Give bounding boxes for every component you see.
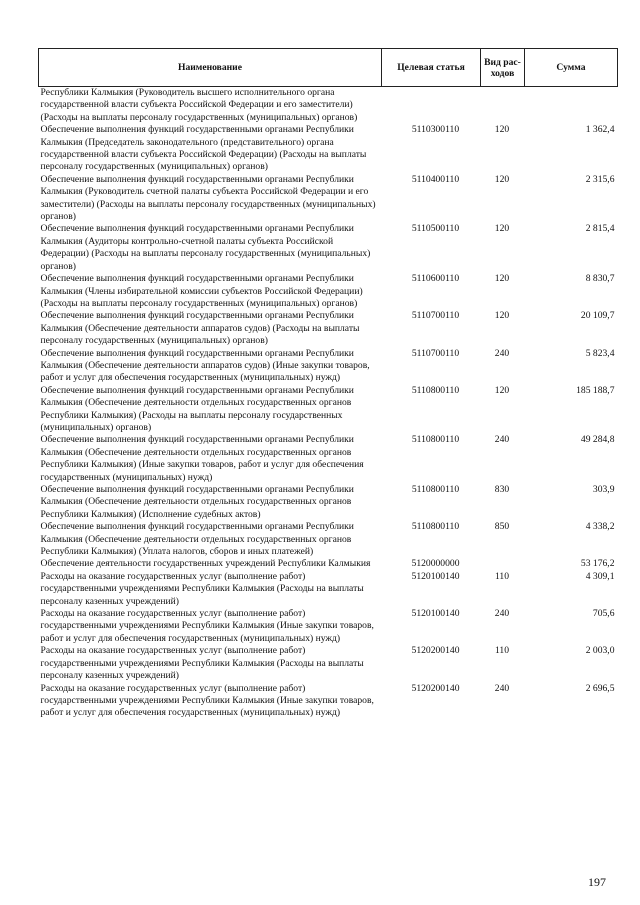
row-target-code: 5110700110: [411, 310, 460, 322]
row-amount: 8 830,7: [585, 273, 615, 285]
row-name: Республики Калмыкия (Руководитель высшего исполнительного органа государственной власти субъекта Российской Федерации и его заместители) (Расходы на выплаты персоналу государственных (муниципальных) органов): [40, 87, 358, 123]
row-amount: [525, 87, 618, 125]
row-target-code: 5110300110: [411, 124, 460, 136]
row-name: Обеспечение выполнения функций государственными органами Республики Калмыкия (Председатель законодательного (представительного) органа государственной власти субъекта Российской Федерации) (Расходы на выплаты персоналу государственных (муниципальных) органов): [40, 124, 367, 173]
table-header: [39, 49, 618, 87]
row-expense-type: 240: [494, 608, 510, 620]
table-row: [39, 124, 618, 174]
row-target-code: 5110800110: [411, 434, 460, 446]
row-target-code: 5110500110: [411, 223, 460, 235]
row-target-code: 5120000000: [411, 558, 460, 570]
row-expense-type: 110: [494, 645, 510, 657]
row-amount: 4 338,2: [585, 521, 615, 533]
row-name: Обеспечение выполнения функций государственными органами Республики Калмыкия (Руководитель счетной палаты субъекта Российской Федерации и его заместители) (Расходы на выплаты персоналу государственных (муниципальных) органов): [40, 173, 376, 223]
row-target-code: [382, 87, 481, 125]
row-expense-type: 120: [494, 223, 510, 235]
header-code: Целевая статья: [382, 49, 481, 87]
row-amount: 2 003,0: [585, 645, 615, 657]
table-row: [39, 434, 618, 484]
row-name: Расходы на оказание государственных услуг (выполнение работ) государственными учреждениями Республики Калмыкия (Расходы на выплаты персоналу казенных учреждений): [40, 570, 364, 607]
page-number: 197: [588, 875, 606, 889]
row-amount: 705,6: [592, 608, 615, 620]
row-amount: 185 188,7: [576, 384, 615, 396]
row-name: Обеспечение выполнения функций государственными органами Республики Калмыкия (Обеспечение деятельности отдельных государственных органов Республики Калмыкия) (Исполнение судебных актов): [40, 484, 354, 520]
table-body: [39, 87, 618, 720]
table-row: [39, 608, 618, 645]
row-name: Обеспечение выполнения функций государственными органами Республики Калмыкия (Обеспечение деятельности отдельных государственных органов Республики Калмыкия) (Расходы на выплаты персоналу государственных (муниципальных) органов): [40, 384, 354, 433]
header-name: Наименование: [39, 49, 382, 87]
row-target-code: 5120100140: [411, 608, 460, 620]
table-row: [39, 683, 618, 720]
row-target-code: 5120200140: [411, 645, 460, 657]
row-target-code: 5110600110: [411, 273, 460, 285]
row-expense-type: 240: [494, 347, 510, 359]
row-name: Обеспечение выполнения функций государственными органами Республики Калмыкия (Члены избирательной комиссии субъектов Российской Федерации) (Расходы на выплаты персоналу государственных (муниципальных) органов): [40, 273, 363, 309]
row-amount: 20 109,7: [580, 310, 615, 322]
row-target-code: 5110400110: [411, 173, 460, 185]
header-sum: Сумма: [525, 49, 618, 87]
row-expense-type: [481, 558, 525, 570]
row-amount: 5 823,4: [585, 347, 615, 359]
row-expense-type: [481, 87, 525, 125]
row-name: Расходы на оказание государственных услуг (выполнение работ) государственными учреждениями Республики Калмыкия (Иные закупки товаров, работ и услуг для обеспечения государственных (муниципальных) нужд): [40, 682, 374, 719]
row-amount: 2 696,5: [585, 682, 615, 694]
table-row: [39, 348, 618, 385]
row-expense-type: 120: [494, 273, 510, 285]
table-row: [39, 87, 618, 125]
table-row: [39, 273, 618, 310]
row-expense-type: 120: [494, 124, 510, 136]
row-amount: 2 815,4: [585, 223, 615, 235]
row-expense-type: 240: [494, 682, 510, 694]
table-row: [39, 571, 618, 608]
row-expense-type: 830: [494, 484, 510, 495]
row-target-code: 5110800110: [411, 384, 460, 396]
table-row: [39, 223, 618, 273]
row-target-code: 5120200140: [411, 682, 460, 694]
table-row: [39, 385, 618, 435]
row-expense-type: 110: [494, 570, 510, 582]
row-expense-type: 120: [494, 310, 510, 322]
row-amount: 303,9: [592, 484, 615, 495]
row-target-code: 5110700110: [411, 347, 460, 359]
row-name: Обеспечение выполнения функций государственными органами Республики Калмыкия (Обеспечение деятельности аппаратов судов) (Расходы на выплаты персоналу государственных (муниципальных) органов): [40, 310, 360, 347]
table-row: [39, 310, 618, 347]
row-amount: 2 315,6: [585, 173, 615, 185]
row-target-code: 5120100140: [411, 570, 460, 582]
row-amount: 4 309,1: [585, 570, 615, 582]
table-row: [39, 174, 618, 224]
row-target-code: 5110800110: [411, 521, 460, 533]
row-name: Обеспечение выполнения функций государственными органами Республики Калмыкия (Обеспечение деятельности отдельных государственных органов Республики Калмыкия) (Иные закупки товаров, работ и услуг для обеспечения государственных (муниципальных) нужд): [40, 434, 364, 483]
table-row: [39, 645, 618, 682]
row-expense-type: 240: [494, 434, 510, 446]
row-amount: 1 362,4: [585, 124, 615, 136]
row-name: Обеспечение выполнения функций государственными органами Республики Калмыкия (Обеспечение деятельности отдельных государственных органов Республики Калмыкия) (Уплата налогов, сборов и иных платежей): [40, 521, 354, 558]
row-target-code: 5110800110: [411, 484, 460, 495]
row-amount: 49 284,8: [580, 434, 615, 446]
row-expense-type: 850: [494, 521, 510, 533]
header-type: Вид рас-ходов: [481, 49, 525, 87]
table-row: [39, 484, 618, 521]
table-row: [39, 521, 618, 558]
row-name: Обеспечение выполнения функций государственными органами Республики Калмыкия (Обеспечение деятельности аппаратов судов) (Иные закупки товаров, работ и услуг для обеспечения государственных (муниципальных) нужд): [40, 347, 370, 384]
row-name: Обеспечение выполнения функций государственными органами Республики Калмыкия (Аудиторы контрольно-счетной палаты субъекта Российской Федерации) (Расходы на выплаты персоналу государственных (муниципальных) органов): [40, 223, 371, 272]
row-name: Расходы на оказание государственных услуг (выполнение работ) государственными учреждениями Республики Калмыкия (Расходы на выплаты персоналу казенных учреждений): [40, 645, 364, 682]
row-name: Обеспечение деятельности государственных учреждений Республики Калмыкия: [40, 558, 371, 570]
row-expense-type: 120: [494, 384, 510, 396]
table-row: [39, 558, 618, 570]
row-expense-type: 120: [494, 173, 510, 185]
budget-table: [38, 48, 618, 720]
row-amount: 53 176,2: [580, 558, 615, 570]
row-name: Расходы на оказание государственных услуг (выполнение работ) государственными учреждениями Республики Калмыкия (Иные закупки товаров, работ и услуг для обеспечения государственных (муниципальных) нужд): [40, 608, 374, 644]
